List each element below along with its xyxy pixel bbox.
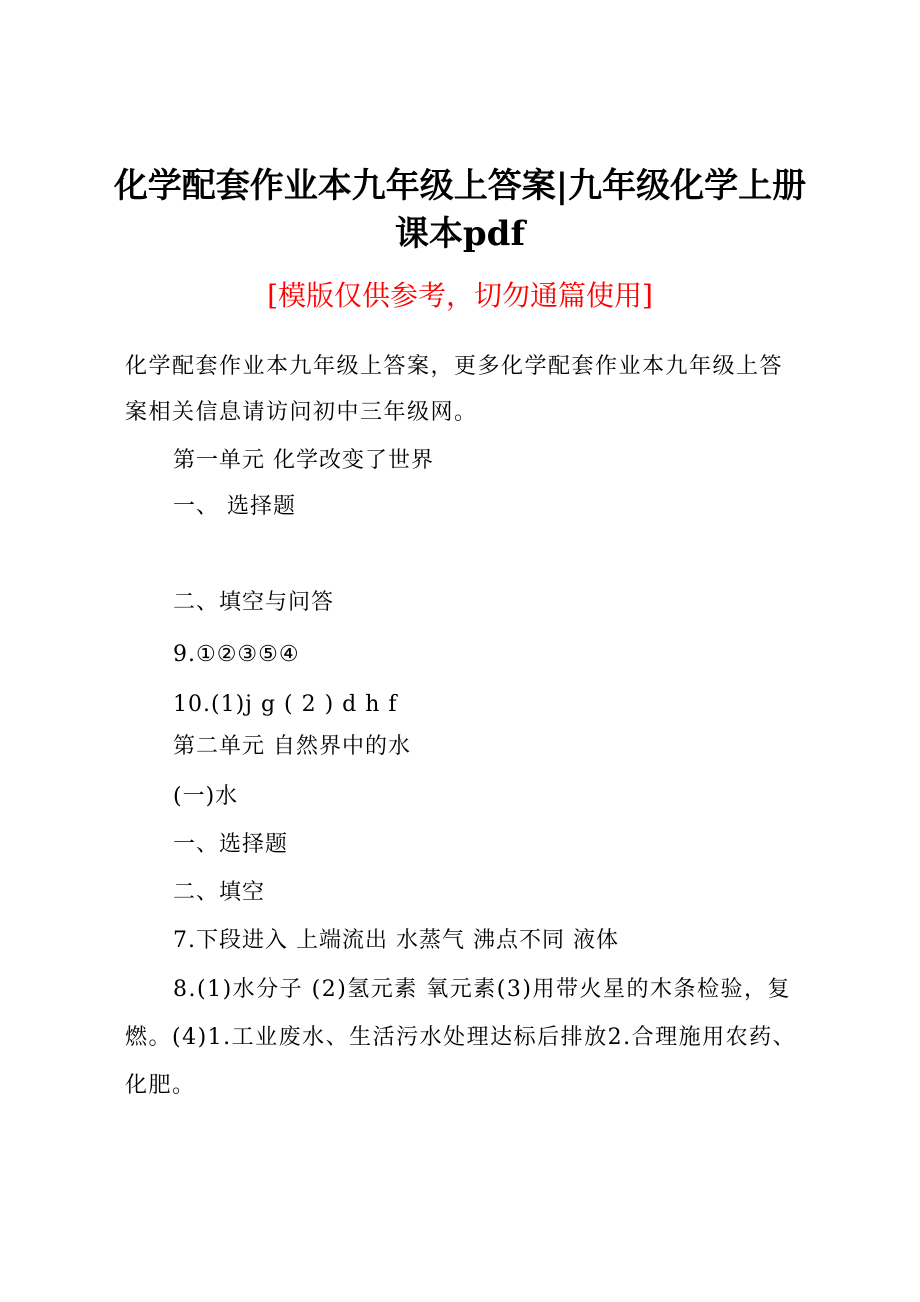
- section-choice-heading-2: 一、选择题: [173, 832, 289, 857]
- intro-paragraph: 化学配套作业本九年级上答案，更多化学配套作业本九年级上答案相关信息请访问初中三年级网。: [125, 354, 784, 425]
- unit-2-heading: 第二单元 自然界中的水: [173, 734, 411, 759]
- answer-7: 7.下段进入 上端流出 水蒸气 沸点不同 液体: [173, 928, 619, 953]
- subsection-water: (一)水: [173, 784, 239, 809]
- section-choice-heading: 一、 选择题: [173, 494, 296, 519]
- answer-8-paragraph: 8.(1)水分子 (2)氢元素 氧元素(3)用带火星的木条检验，复燃。(4)1.工业废水、生活污水处理达标后排放2.合理施用农药、化肥。: [125, 977, 797, 1098]
- section-fill-heading-2: 二、填空: [173, 880, 266, 905]
- answer-10: 10.(1)j g ( 2 ) d h f: [173, 692, 398, 717]
- template-notice: [模版仅供参考，切勿通篇使用]: [267, 279, 653, 312]
- document-title: 化学配套作业本九年级上答案|九年级化学上册课本pdf: [113, 166, 807, 254]
- section-fill-heading: 二、填空与问答: [173, 590, 335, 615]
- unit-1-heading: 第一单元 化学改变了世界: [173, 448, 434, 473]
- answer-9: 9.①②③⑤④: [173, 642, 300, 667]
